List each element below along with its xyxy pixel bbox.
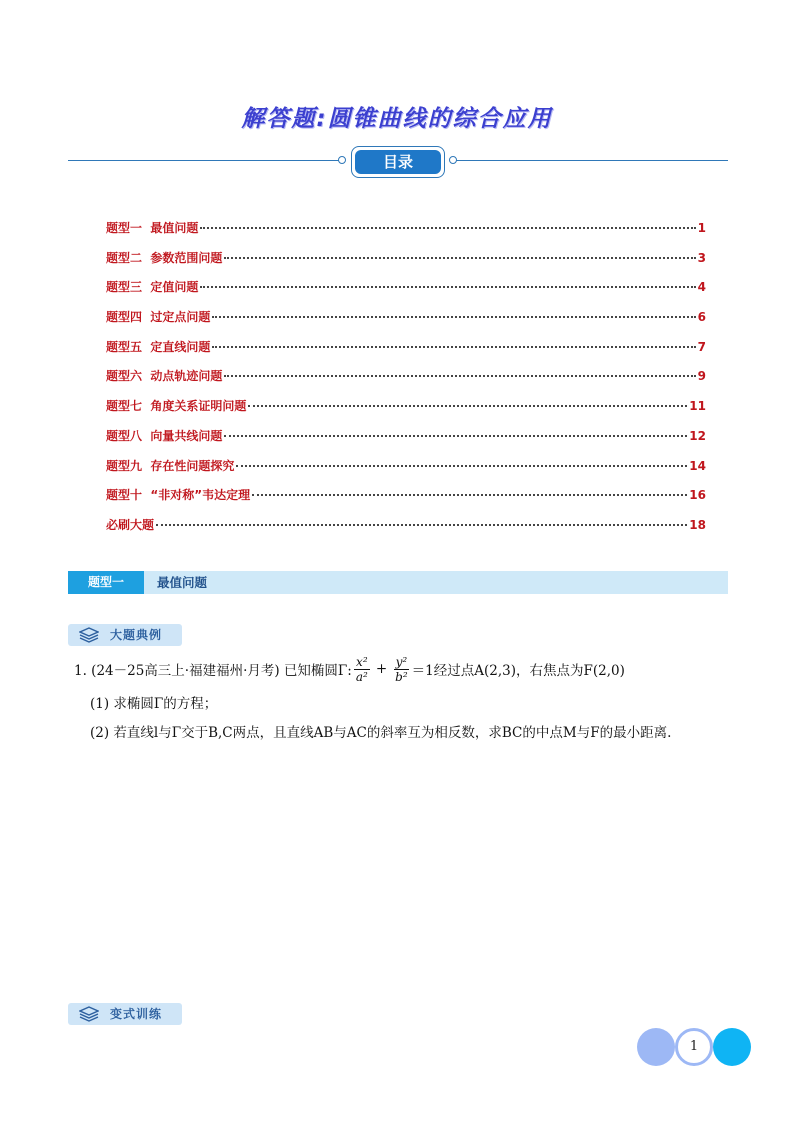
subtab-example-label: 大题典例 [110, 628, 163, 642]
toc-leader-dots [224, 435, 687, 437]
toc-leader-dots [212, 346, 695, 348]
toc-item[interactable] [106, 457, 706, 487]
fraction-x-denominator: a² [355, 669, 368, 684]
toc-item-page: 1 [697, 221, 706, 235]
header-rule-right [456, 160, 728, 161]
toc-item-page: 7 [697, 339, 706, 354]
toc-header-badge [351, 146, 445, 178]
fraction-y [393, 655, 410, 684]
toc-item-page: 3 [697, 250, 706, 265]
subtab-practice [68, 1003, 182, 1025]
toc-item-page: 9 [697, 369, 706, 384]
header-ring-left [338, 156, 346, 164]
toc-item[interactable] [106, 249, 706, 279]
toc-leader-dots [252, 494, 687, 496]
toc-leader-dots [236, 465, 687, 467]
toc-item-label: 题型二 参数范围问题 [106, 250, 223, 265]
fraction-x [354, 655, 370, 684]
section-header-bar [68, 571, 728, 594]
subtab-example [68, 624, 182, 646]
toc-item[interactable] [106, 338, 706, 368]
toc-leader-dots [248, 405, 687, 407]
toc-leader-dots [224, 257, 695, 259]
page-number: 1 [675, 1028, 713, 1066]
page-circle-right [713, 1028, 751, 1066]
toc-item-label: 题型八 向量共线问题 [106, 428, 223, 443]
toc-item-page: 11 [689, 399, 706, 414]
toc-item-label: 必刷大题 [106, 517, 155, 532]
toc-item[interactable] [106, 278, 706, 308]
question-1: (1) 求椭圆Γ的方程； [90, 696, 218, 712]
toc-item-page: 14 [689, 458, 706, 473]
toc-item-label: 题型四 过定点问题 [106, 310, 211, 325]
toc-leader-dots [224, 375, 695, 377]
toc-item-label: 题型九 存在性问题探究 [106, 458, 235, 473]
problem-prefix: 1. (24－25高三上·福建福州·月考) 已知椭圆Γ: [74, 663, 352, 679]
toc-item-label: 题型五 定直线问题 [106, 339, 211, 354]
toc-item[interactable] [106, 308, 706, 338]
subtab-practice-label: 变式训练 [110, 1007, 163, 1021]
question-2: (2) 若直线l与Γ交于B,C两点，且直线AB与AC的斜率互为相反数，求BC的中点M与F的最小距离. [90, 725, 672, 741]
toc-item[interactable] [106, 219, 706, 249]
toc-item-page: 18 [689, 517, 706, 532]
toc-item-label: 题型一 最值问题 [106, 221, 199, 235]
toc-header-label: 目录 [355, 150, 441, 174]
toc-item[interactable] [106, 516, 706, 546]
toc-item[interactable] [106, 486, 706, 516]
fraction-y-numerator: y² [395, 654, 408, 669]
toc-item-page: 4 [697, 280, 706, 295]
header-rule-left [68, 160, 340, 161]
toc-item-label: 题型六 动点轨迹问题 [106, 369, 223, 384]
section-tag: 题型一 [68, 571, 144, 594]
toc-item[interactable] [106, 367, 706, 397]
problem-suffix: ＝1经过点A(2,3)，右焦点为F(2,0) [411, 663, 625, 679]
toc-item-label: 题型七 角度关系证明问题 [106, 399, 247, 414]
document-title: 解答题:圆锥曲线的综合应用 [241, 106, 553, 132]
toc-leader-dots [200, 286, 695, 288]
toc-leader-dots [212, 316, 695, 318]
toc-item[interactable] [106, 397, 706, 427]
toc-item-label: 题型十 “非对称”韦达定理 [106, 488, 251, 503]
section-name: 最值问题 [157, 575, 208, 590]
fraction-x-numerator: x² [356, 654, 368, 669]
layers-icon [79, 1006, 99, 1022]
toc-item-page: 12 [689, 428, 706, 443]
toc-item-page: 6 [697, 310, 706, 325]
table-of-contents [106, 219, 706, 546]
toc-item[interactable] [106, 427, 706, 457]
plus-sign: + [375, 661, 388, 677]
toc-item-label: 题型三 定值问题 [106, 280, 199, 295]
toc-item-page: 16 [689, 488, 706, 503]
toc-leader-dots [200, 227, 695, 229]
layers-icon [79, 627, 99, 643]
fraction-y-denominator: b² [395, 669, 408, 684]
problem-statement [74, 652, 625, 686]
toc-leader-dots [156, 524, 687, 526]
page-circle-left [637, 1028, 675, 1066]
